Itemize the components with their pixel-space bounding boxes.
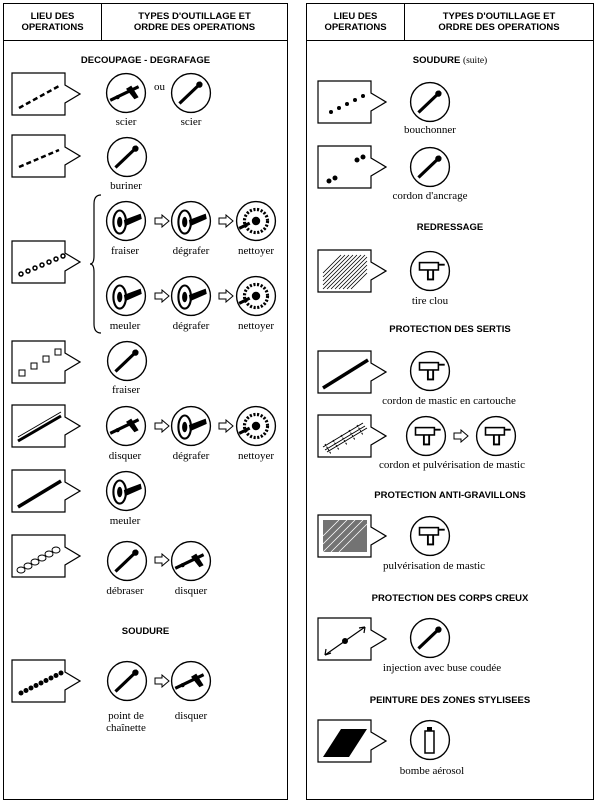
label-degrafer-b: dégrafer — [172, 320, 210, 332]
spray-gun-icon — [475, 415, 517, 457]
label-nettoyer-b: nettoyer — [237, 320, 275, 332]
section-redressage-title: REDRESSAGE — [416, 222, 484, 233]
location-diagram-r5 — [317, 414, 387, 458]
or-text: ou — [154, 81, 165, 93]
location-diagram-r3 — [317, 249, 387, 293]
section-zones-title: PEINTURE DES ZONES STYLISEES — [369, 695, 531, 706]
grinder-icon-5 — [105, 470, 147, 512]
angled-nozzle-icon — [409, 617, 451, 659]
wire-brush-icon-3 — [235, 405, 277, 447]
arrow-icon — [218, 289, 234, 303]
saw-icon — [105, 72, 147, 114]
torch-icon — [106, 540, 148, 582]
location-diagram-r4 — [317, 350, 387, 394]
label-scier-2: scier — [180, 116, 202, 128]
label-injection-buse: injection avec buse coudée — [382, 662, 502, 674]
arrow-icon — [453, 429, 469, 443]
grinder-icon-4 — [170, 405, 212, 447]
section-decoupage-title: DECOUPAGE - DEGRAFAGE — [80, 55, 211, 66]
drill-icon — [105, 200, 147, 242]
section-gravillons-title: PROTECTION ANTI-GRAVILLONS — [374, 490, 526, 501]
label-disquer-d: disquer — [108, 450, 142, 462]
label-pulverisation-mastic: pulvérisation de mastic — [382, 560, 486, 572]
plug-weld-icon — [409, 81, 451, 123]
chisel-icon — [106, 136, 148, 178]
section-soudure-label: SOUDURE — [412, 55, 461, 66]
label-debraser: débraser — [106, 585, 144, 597]
label-fraiser-a: fraiser — [110, 245, 140, 257]
location-diagram-7 — [11, 534, 81, 578]
section-soudure-suite-title — [307, 55, 593, 66]
location-diagram-r7 — [317, 617, 387, 661]
label-scier-1: scier — [115, 116, 137, 128]
table-header — [4, 4, 287, 41]
label-nettoyer-a: nettoyer — [237, 245, 275, 257]
arrow-icon — [154, 214, 170, 228]
stud-puller-icon — [409, 250, 451, 292]
label-cordon-pulverisation: cordon et pulvérisation de mastic — [378, 459, 525, 471]
location-diagram-3 — [11, 240, 81, 284]
label-degrafer-d: dégrafer — [172, 450, 210, 462]
left-panel — [3, 3, 288, 800]
saw-icon-2 — [170, 72, 212, 114]
location-diagram-1 — [11, 72, 81, 116]
drill-bit-icon — [106, 340, 148, 382]
location-diagram-r8 — [317, 719, 387, 763]
label-buriner: buriner — [110, 180, 142, 192]
arrow-icon — [218, 214, 234, 228]
grinder-icon-3 — [170, 275, 212, 317]
arrow-icon — [154, 674, 170, 688]
label-disquer-f: disquer — [174, 585, 208, 597]
header-lieu-right: LIEU DES OPERATIONS — [307, 4, 405, 40]
disc-sander-icon — [105, 405, 147, 447]
section-soudure-title: SOUDURE — [121, 626, 170, 637]
location-diagram-5 — [11, 404, 81, 448]
arrow-icon — [154, 289, 170, 303]
disc-sander-icon-2 — [170, 540, 212, 582]
arrow-icon — [154, 553, 170, 567]
location-diagram-r1 — [317, 80, 387, 124]
aerosol-can-icon — [409, 719, 451, 761]
label-meuler-a: meuler — [109, 320, 141, 332]
label-cordon-mastic: cordon de mastic en cartouche — [382, 395, 516, 407]
section-sertis-title: PROTECTION DES SERTIS — [389, 324, 511, 335]
label-cordon-ancrage: cordon d'ancrage — [392, 190, 468, 202]
spray-gun-icon-2 — [409, 515, 451, 557]
label-meuler-e: meuler — [109, 515, 141, 527]
arrow-icon — [218, 419, 234, 433]
location-diagram-r6 — [317, 514, 387, 558]
caulking-gun-icon — [409, 350, 451, 392]
label-point-chainette: point de chaînette — [106, 710, 146, 734]
header-lieu: LIEU DES OPERATIONS — [4, 4, 102, 40]
label-degrafer-a: dégrafer — [172, 245, 210, 257]
section-corps-creux-title: PROTECTION DES CORPS CREUX — [371, 593, 529, 604]
disc-sander-icon-3 — [170, 660, 212, 702]
location-diagram-4 — [11, 340, 81, 384]
label-fraiser-c: fraiser — [111, 384, 141, 396]
header-types-right: TYPES D'OUTILLAGE ET ORDRE DES OPERATIONS — [438, 11, 560, 33]
location-diagram-r2 — [317, 145, 387, 189]
label-bombe-aerosol: bombe aérosol — [399, 765, 465, 777]
label-disquer-g: disquer — [174, 710, 208, 722]
welding-torch-icon — [106, 660, 148, 702]
label-nettoyer-d: nettoyer — [237, 450, 275, 462]
section-soudure-suite: (suite) — [462, 56, 488, 66]
brace — [89, 194, 103, 334]
grinder-icon — [170, 200, 212, 242]
header-types: TYPES D'OUTILLAGE ET ORDRE DES OPERATIONS — [133, 11, 256, 33]
location-diagram-6 — [11, 469, 81, 513]
label-bouchonner: bouchonner — [404, 124, 456, 136]
arrow-icon — [154, 419, 170, 433]
caulking-gun-icon-2 — [405, 415, 447, 457]
table-header-right — [307, 4, 593, 41]
label-tire-clou: tire clou — [411, 295, 449, 307]
wire-brush-icon-2 — [235, 275, 277, 317]
location-diagram-2 — [11, 134, 81, 178]
grinder-icon-2 — [105, 275, 147, 317]
right-panel — [306, 3, 594, 800]
wire-brush-icon — [235, 200, 277, 242]
location-diagram-8 — [11, 659, 81, 703]
anchor-weld-icon — [409, 146, 451, 188]
